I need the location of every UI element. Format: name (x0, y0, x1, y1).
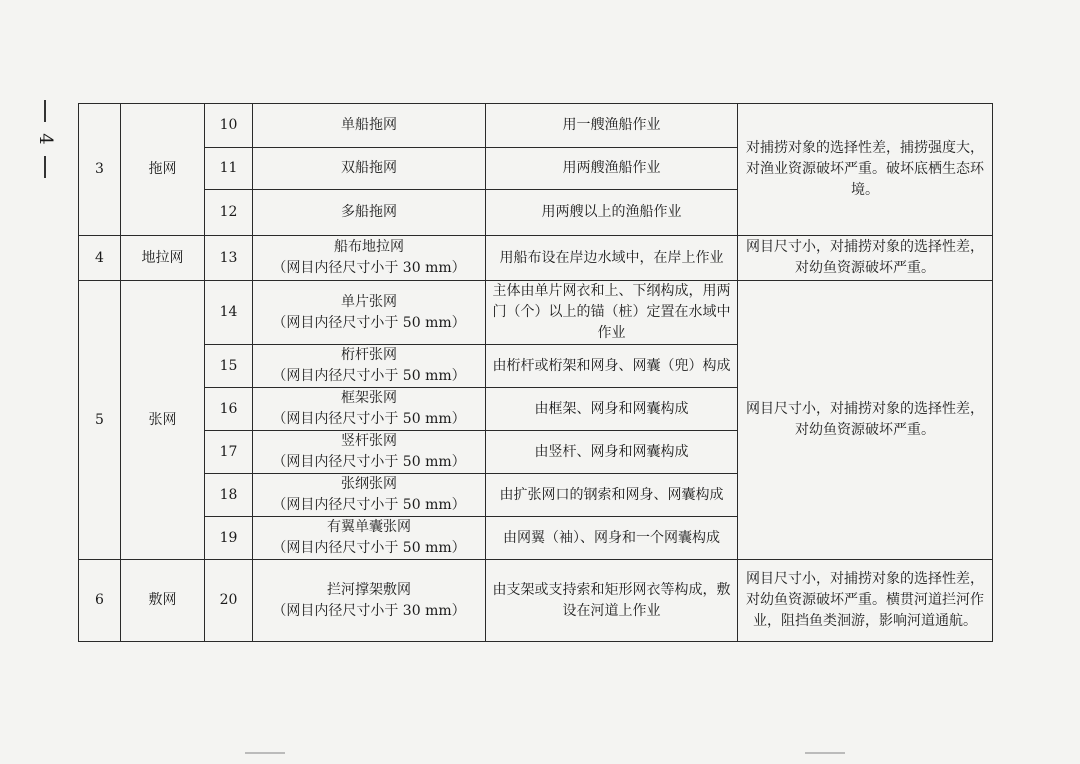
item-name-main: 船布地拉网 (334, 239, 404, 255)
category-cell: 敷网 (121, 560, 205, 642)
item-no: 15 (205, 345, 253, 388)
seq-cell: 4 (79, 236, 121, 281)
item-desc: 由支架或支持索和矩形网衣等构成，敷设在河道上作业 (486, 560, 738, 642)
item-desc: 由扩张网口的钢索和网身、网囊构成 (486, 474, 738, 517)
item-name-sub: （网目内径尺寸小于 50 mm） (272, 540, 466, 556)
item-name-main: 单片张网 (341, 293, 397, 310)
item-no: 12 (205, 190, 253, 236)
seq-cell: 3 (79, 104, 121, 236)
item-name (253, 474, 486, 517)
item-name (253, 236, 486, 281)
item-name (253, 431, 486, 474)
item-desc: 用船布设在岸边水域中，在岸上作业 (486, 236, 738, 281)
item-name-main: 竖杆张网 (341, 433, 397, 449)
item-desc: 由竖杆、网身和网囊构成 (486, 431, 738, 474)
table-row (79, 236, 993, 281)
item-desc: 由桁杆或桁架和网身、网囊（兜）构成 (486, 345, 738, 388)
item-name-sub: （网目内径尺寸小于 50 mm） (272, 314, 466, 331)
item-no: 17 (205, 431, 253, 474)
table-row (79, 560, 993, 642)
remark-cell: 网目尺寸小，对捕捞对象的选择性差，对幼鱼资源破坏严重。横贯河道拦河作业，阻挡鱼类洄游，影响河道通航。 (738, 560, 993, 642)
item-name (253, 345, 486, 388)
seq-cell: 6 (79, 560, 121, 642)
item-name (253, 517, 486, 560)
item-desc: 用两艘以上的渔船作业 (486, 190, 738, 236)
item-name: 双船拖网 (253, 148, 486, 190)
item-no: 20 (205, 560, 253, 642)
item-name-sub: （网目内径尺寸小于 30 mm） (272, 260, 466, 276)
remark-cell: 网目尺寸小，对捕捞对象的选择性差，对幼鱼资源破坏严重。 (738, 281, 993, 560)
seq-cell: 5 (79, 281, 121, 560)
item-desc: 用两艘渔船作业 (486, 148, 738, 190)
remark-cell: 对捕捞对象的选择性差，捕捞强度大，对渔业资源破坏严重。破坏底栖生态环境。 (738, 104, 993, 236)
item-name-sub: （网目内径尺寸小于 50 mm） (272, 368, 466, 384)
item-desc: 由网翼（袖）、网身和一个网囊构成 (486, 517, 738, 560)
page-number: 4 (35, 133, 56, 145)
item-no: 19 (205, 517, 253, 560)
item-name-main: 桁杆张网 (341, 347, 397, 363)
scan-artifact (245, 752, 285, 754)
item-name-sub: （网目内径尺寸小于 50 mm） (272, 411, 466, 427)
item-desc: 用一艘渔船作业 (486, 104, 738, 148)
item-name-main: 张纲张网 (341, 476, 397, 492)
item-name: 单船拖网 (253, 104, 486, 148)
item-no: 14 (205, 281, 253, 345)
item-desc: 由框架、网身和网囊构成 (486, 388, 738, 431)
item-name-main: 有翼单囊张网 (327, 519, 411, 535)
page-number-marker (26, 100, 66, 180)
category-cell: 拖网 (121, 104, 205, 236)
item-name-sub: （网目内径尺寸小于 50 mm） (272, 454, 466, 470)
item-name (253, 560, 486, 642)
category-cell: 张网 (121, 281, 205, 560)
item-desc: 主体由单片网衣和上、下纲构成，用两门（个）以上的锚（桩）定置在水域中作业 (486, 281, 738, 345)
table-row (79, 281, 993, 345)
item-name (253, 388, 486, 431)
item-name (253, 281, 486, 345)
item-no: 13 (205, 236, 253, 281)
item-name-main: 框架张网 (341, 390, 397, 406)
category-cell: 地拉网 (121, 236, 205, 281)
item-name: 多船拖网 (253, 190, 486, 236)
item-name-main: 拦河撑架敷网 (327, 581, 411, 598)
table-row (79, 104, 993, 148)
item-name-sub: （网目内径尺寸小于 50 mm） (272, 497, 466, 513)
remark-cell: 网目尺寸小，对捕捞对象的选择性差，对幼鱼资源破坏严重。 (738, 236, 993, 281)
item-no: 16 (205, 388, 253, 431)
scan-artifact (805, 752, 845, 754)
item-no: 18 (205, 474, 253, 517)
item-name-sub: （网目内径尺寸小于 30 mm） (272, 602, 466, 619)
fishing-gear-table (78, 103, 993, 642)
item-no: 11 (205, 148, 253, 190)
item-no: 10 (205, 104, 253, 148)
